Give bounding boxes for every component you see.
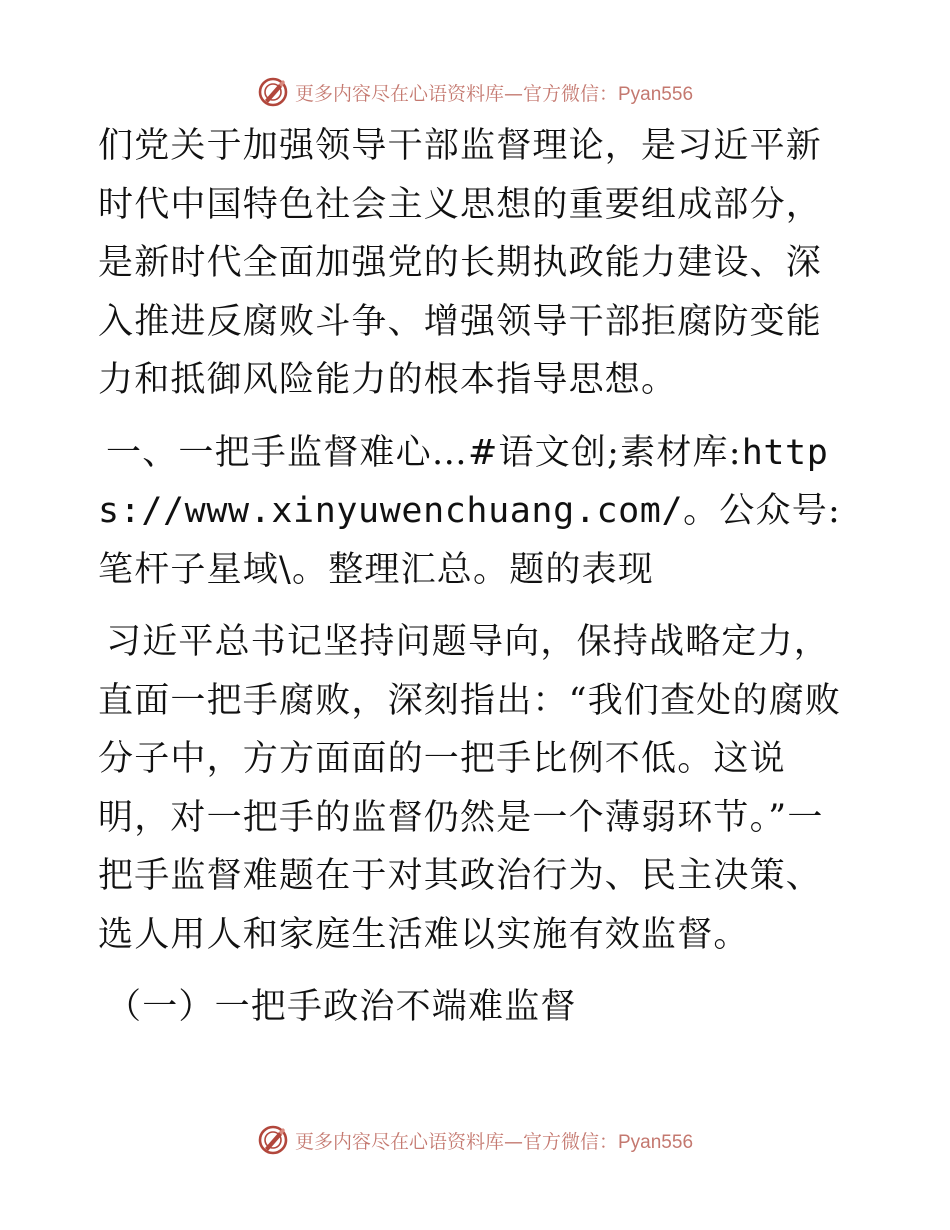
watermark-label: 更多内容尽在心语资料库—官方微信： bbox=[294, 1130, 618, 1153]
watermark-text bbox=[295, 1127, 693, 1154]
section-heading-1 bbox=[98, 424, 858, 600]
brand-logo-icon bbox=[257, 76, 289, 108]
section-heading-1-prefix: 一、一把手监督难心…#语文创;素材库: bbox=[106, 432, 742, 473]
header-watermark bbox=[0, 72, 950, 112]
section-heading-1-suffix: 。公众号: 笔杆子星域\。整理汇总。题的表现 bbox=[98, 491, 841, 590]
watermark-wechat-id: Pyan556 bbox=[618, 1131, 694, 1153]
watermark-wechat-id: Pyan556 bbox=[618, 83, 694, 105]
source-url-link[interactable]: https://www.xinyuwenchuang.com/ bbox=[98, 432, 829, 531]
document-body bbox=[98, 117, 858, 1037]
brand-logo-icon bbox=[257, 1124, 289, 1156]
footer-watermark bbox=[0, 1120, 950, 1160]
subsection-heading-1: （一）一把手政治不端难监督 bbox=[106, 987, 577, 1027]
watermark-text bbox=[295, 79, 693, 106]
intro-paragraph: 们党关于加强领导干部监督理论，是习近平新时代中国特色社会主义思想的重要组成部分，是新时代全面加强党的长期执政能力建设、深入推进反腐败斗争、增强领导干部拒腐防变能力和抵御风险能力的根本指导思想。 bbox=[98, 126, 823, 400]
body-paragraph: 习近平总书记坚持问题导向，保持战略定力，直面一把手腐败，深刻指出：“我们查处的腐败分子中，方方面面的一把手比例不低。这说明，对一把手的监督仍然是一个薄弱环节。”一把手监督难题在于对其政治行为、民主决策、选人用人和家庭生活难以实施有效监督。 bbox=[98, 622, 842, 955]
watermark-label: 更多内容尽在心语资料库—官方微信： bbox=[294, 82, 618, 105]
